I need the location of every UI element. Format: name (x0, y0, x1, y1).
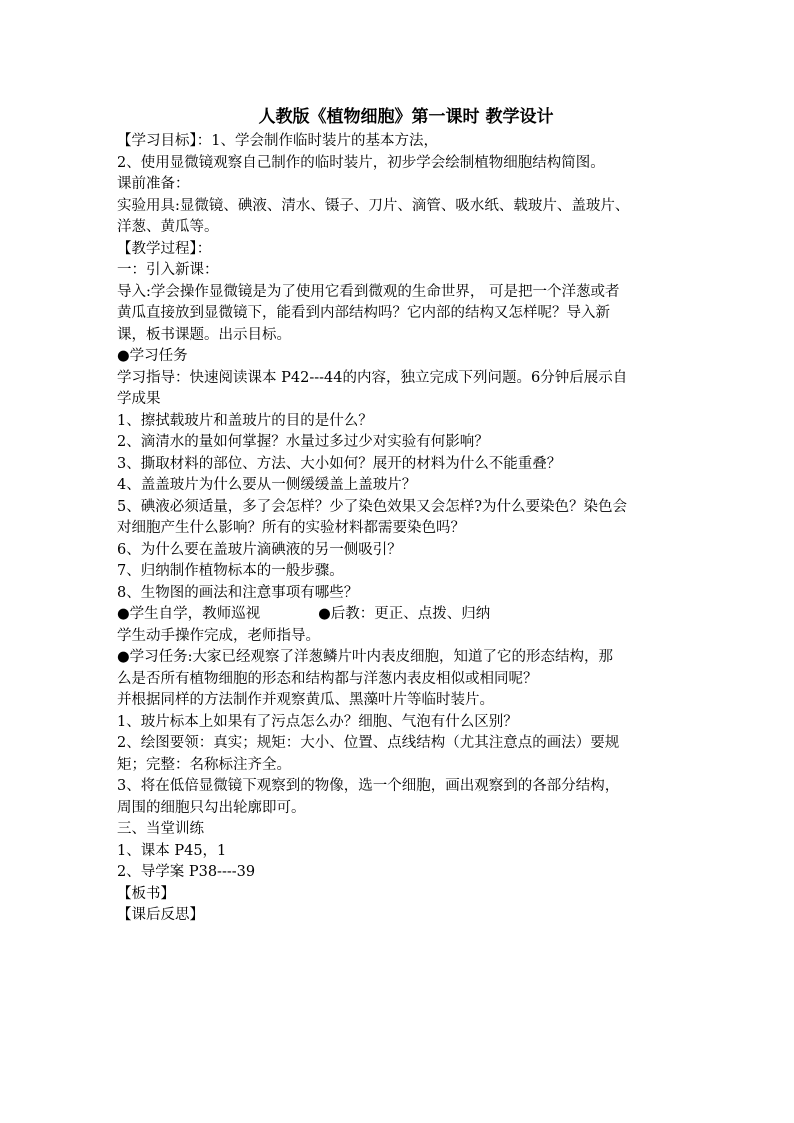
text-line: 2、绘图要领：真实；规矩：大小、位置、点线结构（尤其注意点的画法）要规 (117, 735, 620, 751)
text-line: 学习指导：快速阅读课本 P42---44的内容，独立完成下列问题。6分钟后展示自 (117, 369, 628, 386)
text-line: 课前准备： (117, 176, 190, 192)
text-line: ●学习任务:大家已经观察了洋葱鳞片叶内表皮细胞，知道了它的形态结构，那 (117, 649, 614, 665)
text-line: 课，板书课题。出示目标。 (117, 326, 291, 343)
bullet-right: ●后教：更正、点拨、归纳 (318, 606, 491, 622)
text-line: 并根据同样的方法制作并观察黄瓜、黑藻叶片等临时装片。 (117, 692, 494, 708)
text-line: 对细胞产生什么影响？所有的实验材料都需要染色吗？ (117, 520, 465, 536)
text-line: 黄瓜直接放到显微镜下，能看到内部结构吗？它内部的结构又怎样呢？导入新 (117, 305, 610, 321)
text-line: 2、使用显微镜观察自己制作的临时装片，初步学会绘制植物细胞结构简图。 (117, 154, 605, 171)
text-line: 导入:学会操作显微镜是为了使用它看到微观的生命世界， 可是把一个洋葱或者 (117, 283, 620, 300)
text-line: 6、为什么要在盖玻片滴碘液的另一侧吸引？ (117, 541, 402, 558)
text-line: 7、归纳制作植物标本的一般步骤。 (117, 563, 344, 579)
text-line: 一：引入新课： (117, 262, 219, 278)
text-line: 【课后反思】 (117, 907, 204, 923)
text-line: 1、擦拭载玻片和盖玻片的目的是什么？ (117, 412, 373, 429)
text-line: 8、生物图的画法和注意事项有哪些？ (117, 584, 359, 601)
text-line: 学生动手操作完成，老师指导。 (117, 627, 320, 644)
text-line: 么是否所有植物细胞的形态和结构都与洋葱内表皮相似或相同呢？ (117, 670, 538, 687)
text-line: 3、将在低倍显微镜下观察到的物像，选一个细胞，画出观察到的各部分结构， (117, 778, 620, 794)
text-line: 矩；完整：名称标注齐全。 (117, 756, 291, 773)
text-line: 1、玻片标本上如果有了污点怎么办？细胞、气泡有什么区别？ (117, 713, 518, 730)
text-line: ●学习任务 (117, 348, 188, 364)
text-line: 洋葱、黄瓜等。 (117, 219, 219, 235)
text-line: 三、当堂训练 (117, 821, 204, 837)
document-title: 人教版《植物细胞》第一课时 教学设计 (258, 107, 554, 127)
text-line: 2、滴清水的量如何掌握？水量过多过少对实验有何影响？ (117, 434, 489, 450)
text-line: 1、课本 P45，1 (117, 842, 227, 859)
text-line: 周围的细胞只勾出轮廓即可。 (117, 799, 306, 816)
text-line: 实验用具:显微镜、碘液、清水、镊子、刀片、滴管、吸水纸、载玻片、盖玻片、 (117, 197, 630, 214)
text-line: 3、撕取材料的部位、方法、大小如何？展开的材料为什么不能重叠？ (117, 455, 562, 472)
text-line: 4、盖盖玻片为什么要从一侧缓缓盖上盖玻片？ (117, 477, 417, 493)
text-line: 2、导学案 P38----39 (117, 864, 256, 880)
text-line: 【板书】 (117, 885, 175, 902)
text-line: 学成果 (117, 391, 161, 407)
text-line: 5、碘液必须适量，多了会怎样？少了染色效果又会怎样?为什么要染色？染色会 (117, 498, 627, 515)
bullet-left: ●学生自学，教师巡视 (117, 606, 261, 622)
text-line: 【教学过程】： (117, 240, 212, 257)
bullet-row (117, 604, 687, 626)
document-page (117, 104, 687, 927)
text-line: 【学习目标】：1、学会制作临时装片的基本方法， (117, 133, 438, 149)
